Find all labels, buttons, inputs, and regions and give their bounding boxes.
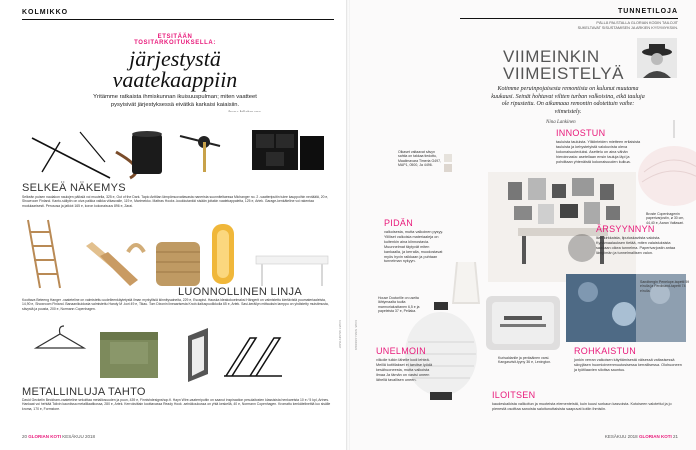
kicker-line-1: ETSITÄÄN	[157, 34, 193, 40]
heading-arsyynnyn: ÄRSYYNNYN	[596, 224, 655, 234]
magazine-name: GLORIAN KOTI	[638, 434, 672, 439]
magazine-name: GLORIAN KOTI	[28, 434, 62, 439]
text-block-1: Selkeän puisen naulakon naulojen päiksiä voi muutella, 325 e, Out of the Dark. Tapio Anttilan lämpömuovattavasta nanerista suunniteltaessa Michanger no. 2 -vaatteripuitin tulee kauppoihin neviäälä, 20 e, Showroom Finland. Kanto-säilytin on oiva paikka valkka viikasvalle, 119 e, Marimekko. Mattras Hooks -koukkutankki sisään joitakin vaatekappaleita, 125 e, Artek. Garage-kenkäteline voi rakentaa modulaarisesti. Perusosa ja jatkiot 165 e, koron kokonaisuus 896 e, Zarai.	[22, 195, 329, 208]
heading-unelmoin: UNELMOIN	[376, 346, 426, 356]
text-arsyynnyn: liian kirkkaista, liputuskaviista valoista. Kynämaalauksen tietää, miten valaistuksista saadaan oikea tunnelma. Paperivarjostin antaa lämpimän ja tunnelmallisen valon.	[596, 236, 676, 255]
wire-hanger-icon	[36, 326, 84, 348]
shoe-shelf-icon	[224, 338, 282, 376]
paper-lamp-photo	[634, 120, 696, 210]
intro-line-2: SUKELTAVAT SISUSTAMISEN JA ARKIEN KYSYMYKSIIN.	[577, 25, 678, 30]
lead-text: Kotimme peruinpojaisesta remontista on kulunut muutama kuukausi. Seinät hohtavat viltten turban valkoisina, eikä tauluja ole ripustettu. On aikamaaa remontin odotettuin vaihe: viimeistely.	[491, 86, 645, 115]
white-bench-icon	[256, 256, 328, 286]
section-label: KOLMIKKO	[22, 9, 69, 16]
vase-photo	[446, 258, 486, 308]
headline-line-1: järjestystä	[129, 46, 221, 71]
headline	[503, 48, 624, 82]
kicker	[100, 34, 250, 46]
issue-date: KESÄKUU 2018	[62, 434, 96, 439]
text-rohkaistun: jonkin verran valkoisen käyttämisestä väisessä valtasisessä sävyjäsen huomioineenmuutosisessa kerrallisessa. Olohuoneen ja työtilaavien siloitsa sauntuu.	[574, 358, 682, 372]
caption-5: Sandbergin Penelope-tapetti 59 e/rulla ja Ferdinand-tapetti 74 e/rulla.	[640, 280, 690, 293]
photo-credit: KUVA: NINA LANKINEN	[354, 320, 358, 351]
author: Nina Lankinen	[546, 120, 576, 125]
folio-left	[22, 434, 95, 439]
heading-rohkaistun: ROHKAISTUN	[574, 346, 637, 356]
headline-line-2: VIIMEISTELYÄ	[503, 64, 624, 83]
text-pidan: valkoisesta, mutta valkoinen pysyy. Ylilliset valkoisia materiaaleja on kuitenkin aina kiinnostavia. Muunnelmat täytyvät miten kankaalla, ja kerralla, muodostavat myös hyvin raikkaan ja puhtaan tunnelman nykyyn.	[384, 230, 444, 264]
page-number: 20	[22, 434, 28, 439]
folio-right	[605, 434, 678, 439]
lead-text	[60, 94, 290, 109]
author-portrait	[637, 38, 677, 78]
subheading-2: LUONNOLLINEN LINJA	[178, 286, 302, 298]
text-block-3: David Geckelin Beckham-vaateteline sekoittaa metalliosuuden ja puun, 439 e, Finnishdesignshop.fi. Hayn Wire-vaaterripuitin on saanut inspiraation pesulaitosten klassisista henkareista 10 e / 5 kpl, Artnes. Hankaat voi hehtää Tolixin kauniissa metallilaatikossa, 280 e, Artek. Kerroksittain koottavassa Ready Hook -seinäkoukussa on yhtä keskellä, 40 e, Normann Copenhagen. Kromattu kenkätelineittä luo sisälle kroma, 170 e, Formstore.	[22, 398, 331, 411]
heading-iloitsen: ILOITSEN	[492, 390, 536, 400]
lead-line-2: pysyisivät järjestyksessä eivätkä karkaisi kaiaisiin.	[110, 101, 240, 108]
wooden-hangers-icon	[86, 242, 144, 286]
heading-innostun: INNOSTUN	[556, 128, 606, 138]
text-block-2: Koottava Beteeng Hanger -vaateteline on valmistettu uudelleenkäytetystä ilman myrkyllisiä kiinnitysaineita, 229 e, Escapist. Hauska ideakokoelmaksi Hängerit on valmistettu kiertävistä puumateriaaleista, 14,90 e, Showroom Finland. Banaanikuidusta valmistettu Handy M -kori 49 e, Tikau. Tom Dixonin lineaarisesta Knob-tiailuspuolikkolla 65 e, Artek. Sasi-keräilyn mittauksin lamppu on yhdistetty muistimusta, sävystä ja puusta, 200 e, Normann Copenhagen.	[22, 298, 329, 311]
subheading-3: METALLINLUJA TAHTO	[22, 386, 146, 398]
color-swatch-2	[444, 164, 452, 172]
storage-basket-icon	[132, 134, 162, 174]
subheading-1: SELKEÄ NÄKEMYS	[22, 182, 126, 194]
product-photo-row-1	[20, 112, 340, 184]
metal-box-icon	[100, 332, 158, 378]
section-rule	[22, 19, 334, 20]
page-number: 21	[672, 434, 678, 439]
brass-hook-icon	[203, 142, 206, 172]
intro-line-1: PÄLLÄ PALSTALLA GLORIAN KODIN TAILOJIT	[596, 21, 678, 25]
wooden-ladder-rack-icon	[28, 220, 60, 288]
photo-credit: KUVAT: VALMISTAJAT	[338, 320, 342, 349]
text-innostun: tauluista tauluista. Ylikiinteiden mietteen erilaisista tauluista ja kehystetyistä valokuvista oleva kokonaisuuteduksi. Asettelu on aina vähän hieroinnasta: asetellaan ensin tauluja läpi ja pohditaan yhtenäistä kokonaisuuden kulkua.	[556, 140, 641, 164]
shoe-rack-icon	[252, 130, 324, 170]
heading-pidan: PIDÄN	[384, 218, 414, 228]
column-intro	[558, 21, 678, 30]
caption-3: Kurisaldanlle ja peräsäinen varsi. Kangasvisit-tyyny 36 e, Lexington.	[498, 356, 552, 365]
kicker-line-2: TOSITARKOITUKSELLA:	[134, 40, 216, 46]
headline-line-2: vaatekaappiin	[112, 67, 238, 92]
caption-4: Broste Copenhagenin paperivarjostin, ø 30 cm, 44,40 e, Aaran Valtasari.	[646, 212, 685, 225]
text-unelmoin: vilkolle tuikin lähelle kodi lehteä. Meillä kotitilakset ei tarvitse lyödä kesähuoneesta, mutta valkoista ilmaa Ja tämän on vastsi uneen lähellä tavallisen uneen.	[376, 358, 433, 382]
text-iloitsen: kaudeskaikista valikoitun ja muoteista elementeistä, kuin kuusi sorkaun kasvoista. Kotoiseen valotettui ja jo pienestä osoittaa sanoista saloitunuttaisista saapuvat kotiin ihmisiin.	[492, 402, 672, 411]
gutter	[346, 0, 350, 450]
product-photo-row-2	[20, 216, 340, 290]
cushion-photo	[482, 290, 564, 354]
caption-1: Olkaset valtaavat sävyn sahtia on takkaa tiedottu, Maailmavara Timeria G497, MAP1, 0500, Ja 4496.	[398, 150, 441, 167]
color-swatch-1	[444, 154, 452, 162]
woven-basket-icon	[156, 242, 200, 286]
section-rule	[460, 18, 678, 19]
headline-line-1: VIIMEINKIN	[503, 47, 600, 66]
headline	[70, 48, 280, 90]
issue-date: KESÄKUU 2018	[604, 434, 638, 439]
product-photo-row-3	[20, 318, 340, 390]
wall-hook-icon	[188, 328, 208, 382]
section-label: TUNNETILOJA	[618, 8, 678, 15]
right-page	[348, 0, 696, 450]
gold-lamp-icon	[212, 224, 234, 284]
lead-line-1: Yritämme ratkaista ihmiskunnan ikuisuuspulman; miten vaatteet	[93, 94, 257, 100]
caption-2: House Doctorille on useita lähtymaalta tuulta marmorialusttanen 6,5 e ja papeleista 37 e, Pellaka.	[378, 296, 420, 313]
